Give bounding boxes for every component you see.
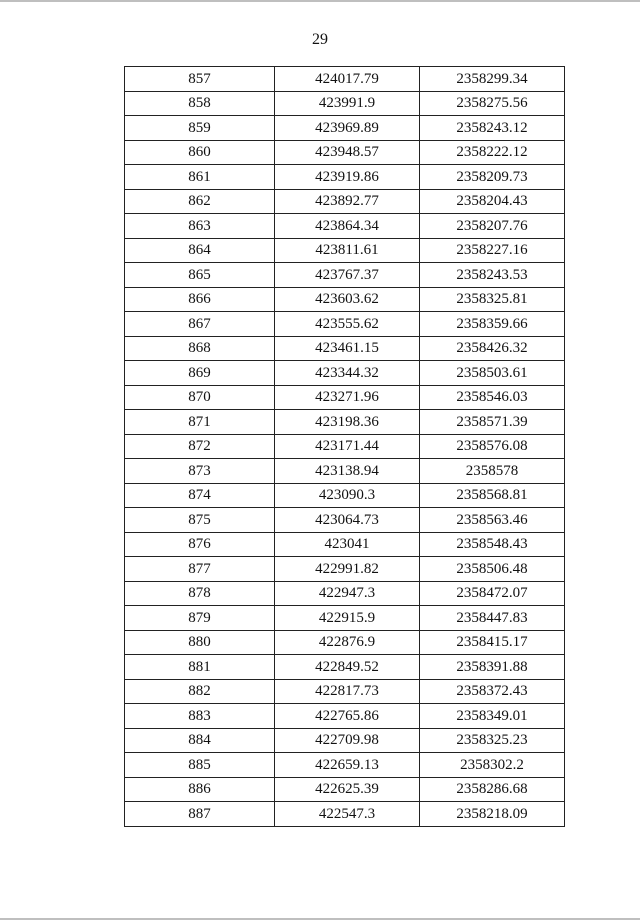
point-number-cell: 866 [125,287,275,312]
y-coordinate-cell: 2358568.81 [420,483,565,508]
y-coordinate-cell: 2358243.53 [420,263,565,288]
point-number-cell: 867 [125,312,275,337]
x-coordinate-cell: 423919.86 [275,165,420,190]
table-row [125,630,565,655]
table-row [125,140,565,165]
y-coordinate-cell: 2358227.16 [420,238,565,263]
y-coordinate-cell: 2358472.07 [420,581,565,606]
x-coordinate-cell: 422547.3 [275,802,420,827]
y-coordinate-cell: 2358426.32 [420,336,565,361]
x-coordinate-cell: 423864.34 [275,214,420,239]
y-coordinate-cell: 2358222.12 [420,140,565,165]
y-coordinate-cell: 2358299.34 [420,67,565,92]
y-coordinate-cell: 2358415.17 [420,630,565,655]
x-coordinate-cell: 423948.57 [275,140,420,165]
table-row [125,189,565,214]
x-coordinate-cell: 423138.94 [275,459,420,484]
y-coordinate-cell: 2358576.08 [420,434,565,459]
y-coordinate-cell: 2358447.83 [420,606,565,631]
table-row [125,802,565,827]
point-number-cell: 869 [125,361,275,386]
x-coordinate-cell: 423603.62 [275,287,420,312]
point-number-cell: 883 [125,704,275,729]
table-row [125,67,565,92]
table-row [125,753,565,778]
x-coordinate-cell: 423991.9 [275,91,420,116]
point-number-cell: 884 [125,728,275,753]
x-coordinate-cell: 422765.86 [275,704,420,729]
y-coordinate-cell: 2358204.43 [420,189,565,214]
table-row [125,165,565,190]
y-coordinate-cell: 2358286.68 [420,777,565,802]
point-number-cell: 859 [125,116,275,141]
y-coordinate-cell: 2358391.88 [420,655,565,680]
x-coordinate-cell: 423090.3 [275,483,420,508]
point-number-cell: 871 [125,410,275,435]
table-row [125,581,565,606]
top-scan-edge [0,0,640,2]
y-coordinate-cell: 2358571.39 [420,410,565,435]
table-row [125,655,565,680]
x-coordinate-cell: 423969.89 [275,116,420,141]
y-coordinate-cell: 2358243.12 [420,116,565,141]
y-coordinate-cell: 2358209.73 [420,165,565,190]
table-row [125,606,565,631]
point-number-cell: 881 [125,655,275,680]
point-number-cell: 868 [125,336,275,361]
y-coordinate-cell: 2358275.56 [420,91,565,116]
y-coordinate-cell: 2358349.01 [420,704,565,729]
x-coordinate-cell: 423041 [275,532,420,557]
point-number-cell: 872 [125,434,275,459]
point-number-cell: 882 [125,679,275,704]
point-number-cell: 865 [125,263,275,288]
x-coordinate-cell: 423198.36 [275,410,420,435]
y-coordinate-cell: 2358548.43 [420,532,565,557]
table-row [125,532,565,557]
y-coordinate-cell: 2358302.2 [420,753,565,778]
table-row [125,238,565,263]
y-coordinate-cell: 2358325.23 [420,728,565,753]
x-coordinate-cell: 422709.98 [275,728,420,753]
x-coordinate-cell: 423892.77 [275,189,420,214]
table-row [125,263,565,288]
x-coordinate-cell: 423555.62 [275,312,420,337]
x-coordinate-cell: 422947.3 [275,581,420,606]
point-number-cell: 861 [125,165,275,190]
y-coordinate-cell: 2358325.81 [420,287,565,312]
coordinates-table [124,66,565,827]
x-coordinate-cell: 422849.52 [275,655,420,680]
x-coordinate-cell: 423171.44 [275,434,420,459]
y-coordinate-cell: 2358546.03 [420,385,565,410]
table-row [125,336,565,361]
table-row [125,91,565,116]
x-coordinate-cell: 422625.39 [275,777,420,802]
table-row [125,287,565,312]
point-number-cell: 877 [125,557,275,582]
x-coordinate-cell: 422659.13 [275,753,420,778]
y-coordinate-cell: 2358218.09 [420,802,565,827]
point-number-cell: 874 [125,483,275,508]
x-coordinate-cell: 422876.9 [275,630,420,655]
point-number-cell: 862 [125,189,275,214]
x-coordinate-cell: 423767.37 [275,263,420,288]
table-row [125,459,565,484]
table-row [125,704,565,729]
y-coordinate-cell: 2358359.66 [420,312,565,337]
table-row [125,557,565,582]
x-coordinate-cell: 423811.61 [275,238,420,263]
y-coordinate-cell: 2358578 [420,459,565,484]
point-number-cell: 878 [125,581,275,606]
table-row [125,385,565,410]
point-number-cell: 886 [125,777,275,802]
y-coordinate-cell: 2358503.61 [420,361,565,386]
x-coordinate-cell: 423344.32 [275,361,420,386]
x-coordinate-cell: 423064.73 [275,508,420,533]
table-row [125,508,565,533]
point-number-cell: 857 [125,67,275,92]
table-row [125,116,565,141]
point-number-cell: 879 [125,606,275,631]
y-coordinate-cell: 2358563.46 [420,508,565,533]
point-number-cell: 875 [125,508,275,533]
table-row [125,777,565,802]
x-coordinate-cell: 423461.15 [275,336,420,361]
point-number-cell: 858 [125,91,275,116]
table-row [125,361,565,386]
page-number: 29 [312,31,328,48]
x-coordinate-cell: 424017.79 [275,67,420,92]
point-number-cell: 876 [125,532,275,557]
point-number-cell: 873 [125,459,275,484]
point-number-cell: 864 [125,238,275,263]
table-row [125,434,565,459]
x-coordinate-cell: 422991.82 [275,557,420,582]
point-number-cell: 860 [125,140,275,165]
x-coordinate-cell: 422915.9 [275,606,420,631]
point-number-cell: 870 [125,385,275,410]
point-number-cell: 885 [125,753,275,778]
point-number-cell: 863 [125,214,275,239]
table-row [125,312,565,337]
point-number-cell: 887 [125,802,275,827]
y-coordinate-cell: 2358506.48 [420,557,565,582]
table-row [125,410,565,435]
x-coordinate-cell: 422817.73 [275,679,420,704]
table-row [125,483,565,508]
y-coordinate-cell: 2358372.43 [420,679,565,704]
table-row [125,679,565,704]
table-row [125,728,565,753]
x-coordinate-cell: 423271.96 [275,385,420,410]
point-number-cell: 880 [125,630,275,655]
table-row [125,214,565,239]
y-coordinate-cell: 2358207.76 [420,214,565,239]
coordinates-table-body [125,67,565,827]
